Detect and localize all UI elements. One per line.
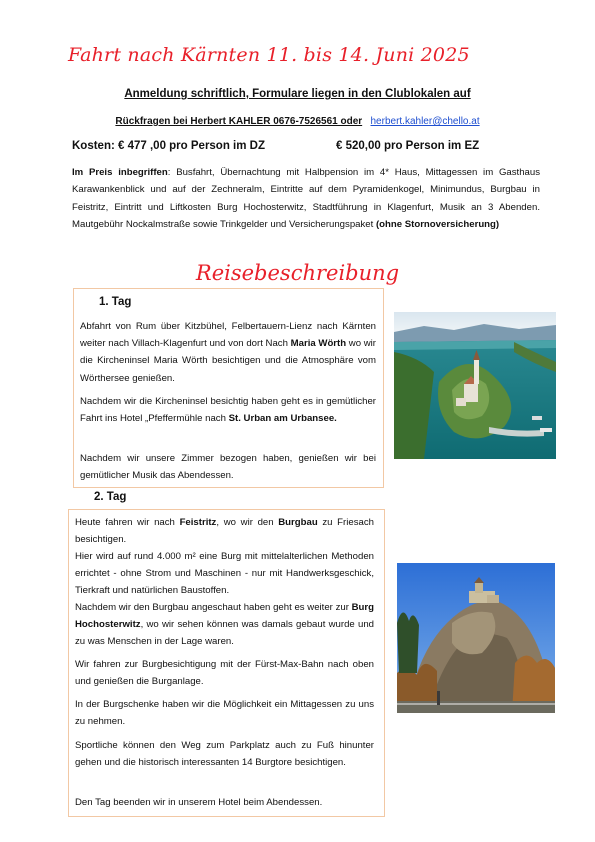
day2-p1-text: Heute fahren wir nach <box>75 517 180 528</box>
included-text: : Busfahrt, Übernachtung mit Halbpension im 4* Haus, Mittagessen im Gasthaus Karawankenblick und auf der Zechneralm, Eintritte auf dem Pyramidenkogel, Minimundus, Burgbau in Feistritz, Eintritt und Liftkosten Burg Hochosterwitz, Stadtführung in Klagenfurt, Musik an 3 Abenden. Mautgebühr Nockalmstraße sowie Trinkgelder und Versicherungspaket <box>72 167 541 231</box>
contact-line <box>0 116 595 127</box>
cost-double-room: Kosten: € 477 ,00 pro Person im DZ <box>72 140 266 152</box>
day2-paragraph-4: Wir fahren zur Burgbesichtigung mit der Fürst-Max-Bahn nach oben und genießen die Burganlage. <box>75 659 374 688</box>
day1-p1-text: Abfahrt von Rum über Kitzbühel, Felbertauern-Lienz nach Kärnten weiter nach Villach-Klagenfurt und von dort Nach <box>80 321 376 350</box>
contact-label: Rückfragen bei Herbert KAHLER 0676-7526561 oder <box>115 116 363 127</box>
day1-p1-text-end: wo wir die Kircheninsel Maria Wörth besichtigen und die Atmosphäre vom Wörthersee genießen. <box>80 338 376 384</box>
section-title: Reisebeschreibung <box>195 261 400 285</box>
day2-p1-burgbau: Burgbau <box>278 517 318 528</box>
day2-title: 2. Tag <box>94 491 127 503</box>
registration-note: Anmeldung schriftlich, Formulare liegen in den Clublokalen auf <box>124 88 471 100</box>
day1-paragraph-3: Nachdem wir unsere Zimmer bezogen haben, genießen wir bei gemütlicher Musik das Abendessen. <box>80 453 376 482</box>
day1-paragraph-2 <box>80 393 376 427</box>
day2-p3-text: Nachdem wir den Burgbau angeschaut haben geht es weiter zur <box>75 602 352 613</box>
day2-paragraph-6: Sportliche können den Weg zum Parkplatz auch zu Fuß hinunter gehen und die historisch interessanten 14 Burgtore besichtigen. <box>75 740 374 769</box>
day2-p3-text-end: , wo wir sehen können was damals gebaut wurde und zu was Menschen in der Lage waren. <box>75 619 374 648</box>
included-paragraph <box>72 164 540 234</box>
day1-title: 1. Tag <box>99 296 132 308</box>
day2-paragraph-2: Hier wird auf rund 4.000 m² eine Burg mit mittelalterlichen Methoden errichtet - ohne Strom und Maschinen - nur mit Handwerksgeschick, Tierkraft und natürlichen Baustoffen. <box>75 551 374 597</box>
day2-paragraph-5: In der Burgschenke haben wir die Möglichkeit ein Mittagessen zu uns zu nehmen. <box>75 699 374 728</box>
day2-paragraph-7: Den Tag beenden wir in unserem Hotel beim Abendessen. <box>75 797 323 808</box>
day2-p1-text-mid: , wo wir den <box>216 517 279 528</box>
day2-paragraph-3 <box>75 599 374 651</box>
day1-paragraph-1 <box>80 318 376 387</box>
maria-woerth-photo <box>394 312 556 459</box>
day2-p1-text-end: zu Friesach besichtigen. <box>75 517 374 546</box>
page-title: Fahrt nach Kärnten 11. bis 14. Juni 2025 <box>68 44 470 66</box>
day1-p2-place: St. Urban am Urbansee. <box>228 413 337 425</box>
day1-p1-place: Maria Wörth <box>290 338 347 350</box>
day2-p1-place: Feistritz <box>179 517 217 528</box>
included-label: Im Preis inbegriffen <box>72 167 168 178</box>
day2-paragraph-1 <box>75 514 374 548</box>
cost-single-room: € 520,00 pro Person im EZ <box>336 140 480 152</box>
contact-email-link[interactable]: herbert.kahler@chello.at <box>370 116 480 127</box>
hochosterwitz-photo <box>397 563 555 713</box>
day1-p2-text: Nachdem wir die Kircheninsel besichtig haben geht es in gemütlicher Fahrt ins Hotel „Pfeffermühle nach <box>80 396 376 425</box>
day2-p3-castle: Burg Hochosterwitz <box>75 602 374 631</box>
included-suffix: (ohne Stornoversicherung) <box>375 219 500 231</box>
